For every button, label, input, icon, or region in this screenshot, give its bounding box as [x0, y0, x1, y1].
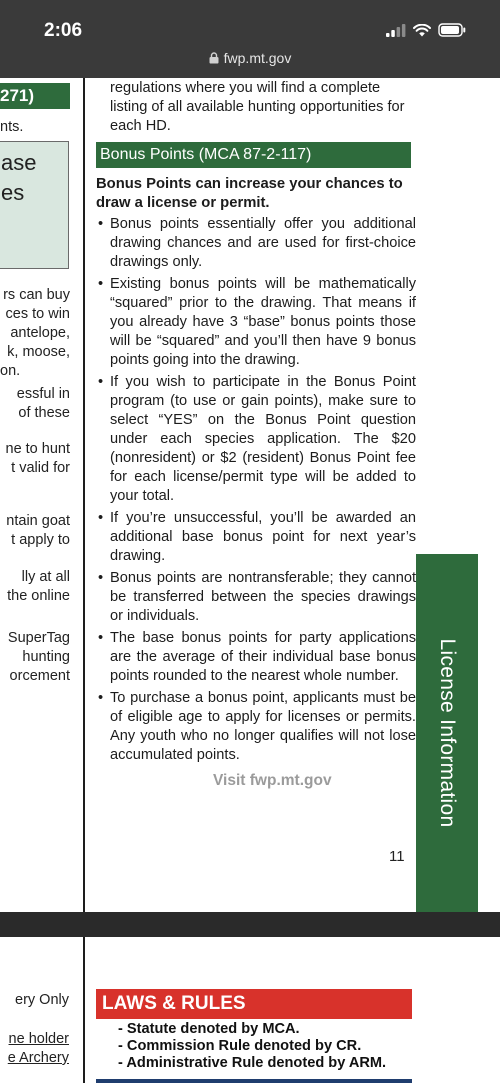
left-line: on.	[0, 363, 21, 379]
list-item: - Administrative Rule denoted by ARM.	[118, 1055, 387, 1071]
laws-rules-list	[118, 1021, 386, 1072]
column-divider	[83, 937, 85, 1083]
left-line: essful in	[16, 386, 70, 402]
left-line: ne holder	[8, 1031, 69, 1047]
column-divider	[83, 78, 85, 912]
signal-icon	[386, 24, 406, 37]
visit-website-text: Visit fwp.mt.gov	[213, 772, 332, 789]
left-line: SuperTag	[7, 630, 70, 646]
left-line: t valid for	[11, 460, 70, 476]
left-line: e Archery	[7, 1050, 69, 1066]
left-column-fragment	[0, 937, 80, 1083]
list-item: • To purchase a bonus point, applicants must be of eligible age to apply for licenses or permits. Any youth who no longer qualifies will not lose accumulated points.	[96, 689, 416, 765]
section-title: Bonus Points (MCA 87-2-117)	[96, 142, 411, 168]
left-column-fragment	[0, 78, 83, 912]
section-lead: Bonus Points can increase your chances to draw a license or permit.	[96, 176, 403, 211]
left-line: ces to win	[5, 306, 70, 322]
left-line: rs can buy	[3, 287, 70, 303]
lock-icon	[209, 52, 219, 64]
intro-paragraph: regulations where you will find a complete listing of all available hunting opportunities for each HD.	[110, 80, 405, 134]
list-item: • If you wish to participate in the Bonus Point program (to use or gain points), make sure to select “YES” on the Bonus Point question under each species application. The $20 (nonresident) or $2 (resident) Bonus Point fee for each license/permit type will be added to your total.	[96, 373, 416, 506]
left-line: orcement	[9, 668, 70, 684]
list-item: • Bonus points essentially offer you additional drawing chances and are used for first-choice drawings only.	[96, 215, 416, 272]
document-page-next	[0, 937, 500, 1083]
left-line: of these	[18, 405, 70, 421]
left-line: hunting	[22, 649, 70, 665]
left-line: antelope,	[10, 325, 70, 341]
list-item: • Existing bonus points will be mathematically “squared” prior to the drawing. That means if you already have 3 “base” bonus points those will be “squared” and you’ll then have 9 bonus points going into the drawing.	[96, 275, 416, 370]
left-line: lly at all	[21, 569, 70, 585]
bonus-points-list	[96, 215, 416, 765]
list-item: • If you’re unsuccessful, you’ll be awarded an additional base bonus point for next year’s drawing.	[96, 509, 416, 566]
left-header-fragment: 271)	[0, 83, 70, 109]
laws-rules-title: LAWS & RULES	[96, 989, 412, 1019]
left-highlight-box	[0, 141, 69, 269]
wifi-icon	[413, 24, 431, 37]
bonus-points-column	[96, 78, 416, 790]
page-number: 11	[389, 848, 405, 865]
document-page	[0, 78, 500, 912]
left-line: nts.	[0, 119, 24, 135]
left-line: ne to hunt	[5, 441, 70, 457]
section-side-tab	[416, 554, 478, 912]
list-item: • Bonus points are nontransferable; they cannot be transferred between the species drawings or individuals.	[96, 569, 416, 626]
box-line: ase	[1, 150, 37, 175]
left-line: ery Only	[15, 992, 69, 1008]
page-right-margin	[478, 78, 500, 912]
address-bar[interactable]	[0, 50, 500, 66]
list-item: • The base bonus points for party applications are the average of their individual base bonus points rounded to the nearest whole number.	[96, 629, 416, 686]
page-right-margin	[478, 937, 500, 1083]
left-line: t apply to	[11, 532, 70, 548]
section-rule-line	[96, 1079, 412, 1083]
side-tab-label: License Information	[436, 638, 459, 828]
battery-icon	[438, 23, 466, 37]
left-line: ntain goat	[6, 513, 70, 529]
list-item: - Statute denoted by MCA.	[118, 1021, 300, 1037]
browser-chrome	[0, 0, 500, 78]
left-line: the online	[7, 588, 70, 604]
list-item: - Commission Rule denoted by CR.	[118, 1038, 362, 1054]
status-icons	[386, 23, 466, 37]
left-line: k, moose,	[7, 344, 70, 360]
url-text: fwp.mt.gov	[223, 50, 292, 66]
box-line: es	[1, 180, 25, 205]
status-time: 2:06	[44, 20, 83, 41]
